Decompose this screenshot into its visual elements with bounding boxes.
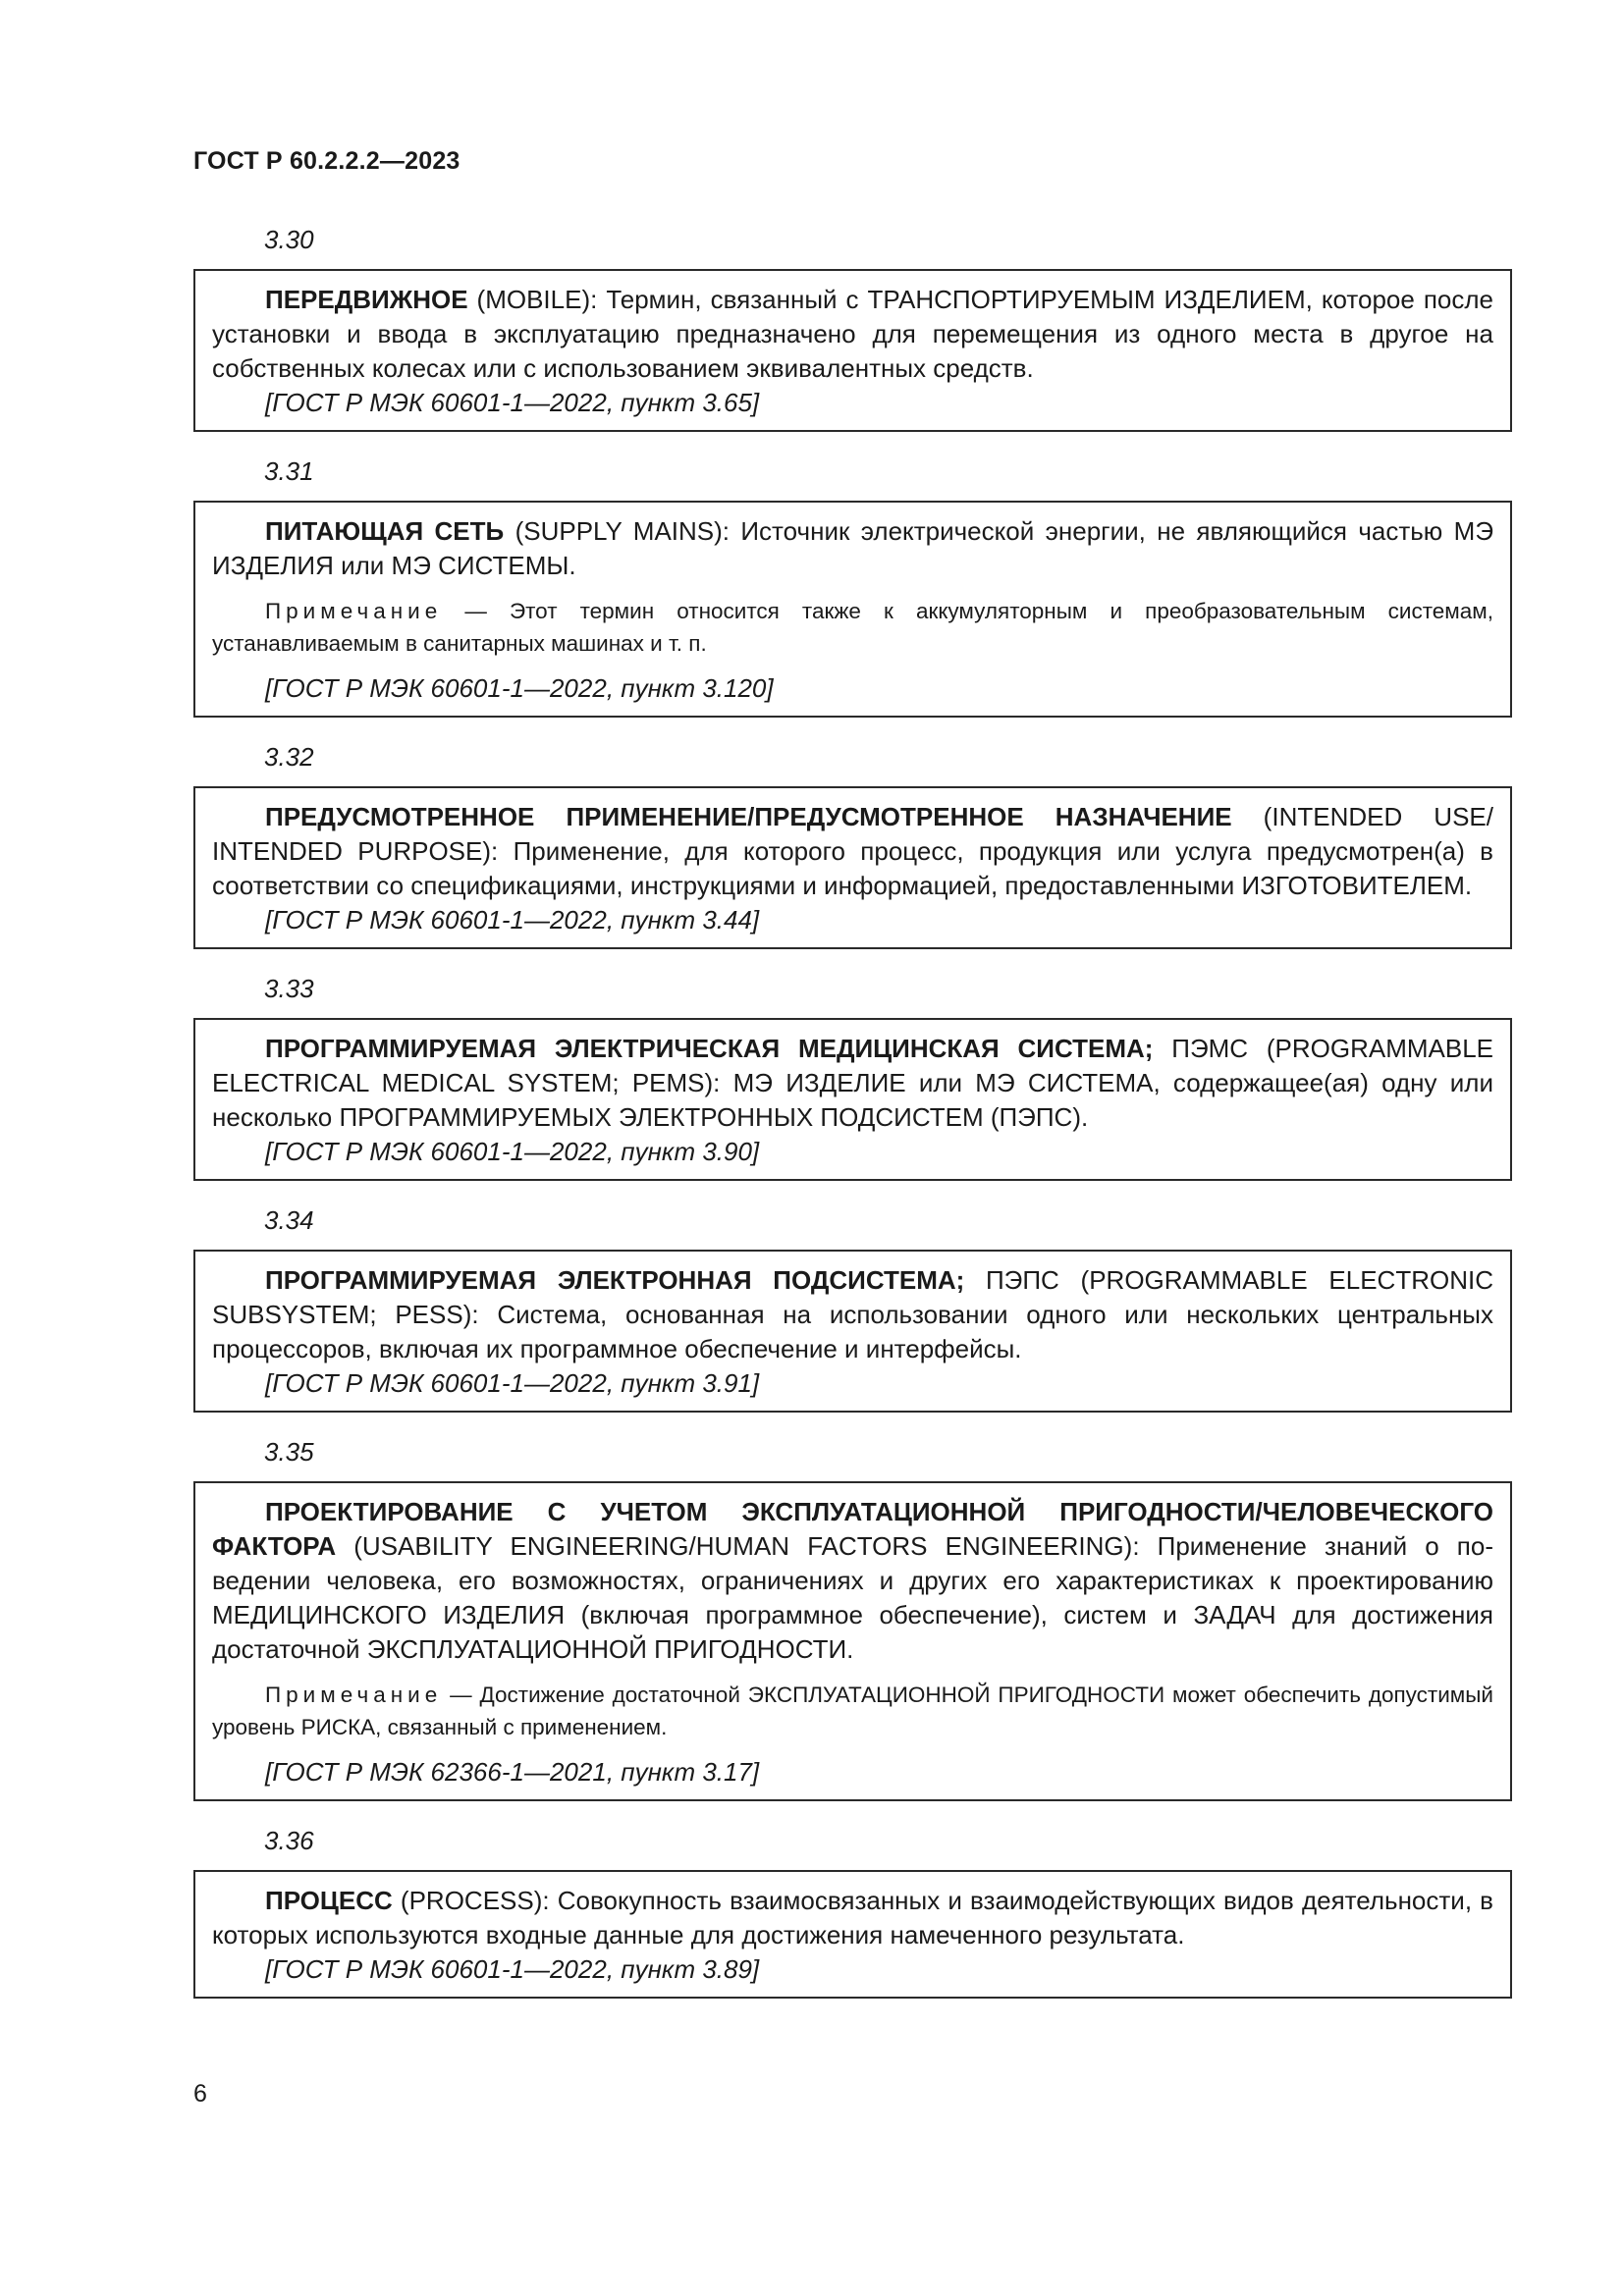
- definition: [212, 283, 1493, 386]
- term-entry-box: [193, 501, 1512, 718]
- terms-list: [193, 222, 1512, 2020]
- definition: [212, 514, 1493, 583]
- definition-text: ПЭПС (PROGRAMMABLE ELECTRONIC SUBSYSTEM; PESS): Система, основанная на использовании одного или нескольких центральных процессоров, включая их программное обеспечение и интерфейсы.: [212, 1265, 1493, 1363]
- term-name: ПРОГРАММИРУЕМАЯ ЭЛЕКТРИЧЕСКАЯ МЕДИЦИНСКАЯ СИСТЕМА;: [265, 1034, 1154, 1063]
- note-text: — Этот термин относится также к аккумуляторным и преобразовательным системам, устанавливаемым в санитарных машинах и т. п.: [212, 599, 1493, 656]
- definition-text: (USABILITY ENGINEERING/HUMAN FACTORS ENGINEERING): Применение знаний о поведении человека, его возможностях, ограничениях и других его характеристиках к проектированию МЕДИЦИНСКОГО ИЗДЕЛИЯ (включая программное обеспечение), систем и ЗАДАЧ для достижения достаточной ЭКСПЛУАТАЦИОННОЙ ПРИГОДНОСТИ.: [212, 1531, 1493, 1664]
- definition: [212, 1263, 1493, 1366]
- note: [212, 1679, 1493, 1743]
- note: [212, 595, 1493, 660]
- source-reference: [ГОСТ Р МЭК 60601-1—2022, пункт 3.89]: [265, 1954, 760, 1984]
- term-entry-box: [193, 1481, 1512, 1801]
- definition-text: (PROCESS): Совокупность взаимосвязанных и взаимодействующих видов деятельности, в которых используются входные данные для достижения намеченного результата.: [212, 1886, 1493, 1949]
- term-name: ПИТАЮЩАЯ СЕТЬ: [265, 516, 505, 546]
- term-name: ПЕРЕДВИЖНОЕ: [265, 285, 468, 314]
- entry-number: 3.30: [264, 225, 314, 254]
- page-header: ГОСТ Р 60.2.2.2—2023: [193, 147, 460, 175]
- definition-text: (MOBILE): Термин, связанный с ТРАНСПОРТИРУЕМЫМ ИЗДЕЛИЕМ, которое после установки и ввода в эксплуатацию предназначено для перемещения из одного места в другое на собственных колесах или с использованием эквивалентных средств.: [212, 285, 1493, 383]
- entry-number: 3.31: [264, 456, 314, 486]
- definition-text: (INTENDED USE/ INTENDED PURPOSE): Применение, для которого процесс, продукция или услуга предусмотрен(а) в соответствии со спецификациями, инструкциями и информацией, предоставленными ИЗГОТОВИТЕЛЕМ.: [212, 802, 1493, 900]
- source-reference: [ГОСТ Р МЭК 60601-1—2022, пункт 3.90]: [265, 1137, 760, 1166]
- definition: [212, 1032, 1493, 1135]
- entry-number: 3.34: [264, 1205, 314, 1235]
- definition: [212, 1495, 1493, 1667]
- source-reference: [ГОСТ Р МЭК 60601-1—2022, пункт 3.44]: [265, 905, 760, 934]
- source-reference: [ГОСТ Р МЭК 60601-1—2022, пункт 3.65]: [265, 388, 760, 417]
- entry-number: 3.32: [264, 742, 314, 772]
- definition-text: ПЭМС (PROGRAMMABLE ELECTRICAL MEDICAL SYSTEM; PEMS): МЭ ИЗДЕЛИЕ или МЭ СИСТЕМА, содержащее(ая) одну или несколько ПРОГРАММИРУЕМЫХ ЭЛЕКТРОННЫХ ПОДСИСТЕМ (ПЭПС).: [212, 1034, 1494, 1132]
- note-text: — Достижение достаточной ЭКСПЛУАТАЦИОННОЙ ПРИГОДНОСТИ может обеспечить допустимый уровень РИСКА, связанный с применением.: [212, 1682, 1493, 1739]
- entry-number: 3.36: [264, 1826, 314, 1855]
- term-name: ПРОЕКТИРОВАНИЕ С УЧЕТОМ ЭКСПЛУАТАЦИОННОЙ ПРИГОДНОСТИ/ЧЕЛОВЕЧЕСКОГО ФАКТОРА: [212, 1497, 1493, 1561]
- note-label: Примечание: [265, 1682, 443, 1707]
- term-entry-box: [193, 1018, 1512, 1181]
- definition: [212, 1884, 1493, 1952]
- term-entry-box: [193, 786, 1512, 949]
- term-entry-box: [193, 1870, 1512, 1999]
- source-reference: [ГОСТ Р МЭК 60601-1—2022, пункт 3.120]: [265, 673, 774, 703]
- note-label: Примечание: [265, 599, 443, 623]
- term-name: ПРОЦЕСС: [265, 1886, 393, 1915]
- definition-text: (SUPPLY MAINS): Источник электрической энергии, не являющийся частью МЭ ИЗДЕЛИЯ или МЭ СИСТЕМЫ.: [212, 516, 1494, 580]
- entry-number: 3.35: [264, 1437, 314, 1467]
- term-name: ПРОГРАММИРУЕМАЯ ЭЛЕКТРОННАЯ ПОДСИСТЕМА;: [265, 1265, 965, 1295]
- entry-number: 3.33: [264, 974, 314, 1003]
- term-name: ПРЕДУСМОТРЕННОЕ ПРИМЕНЕНИЕ/ПРЕДУСМОТРЕННОЕ НАЗНАЧЕНИЕ: [265, 802, 1232, 831]
- page-number: 6: [193, 2080, 207, 2108]
- source-reference: [ГОСТ Р МЭК 62366-1—2021, пункт 3.17]: [265, 1757, 760, 1787]
- term-entry-box: [193, 1250, 1512, 1413]
- term-entry-box: [193, 269, 1512, 432]
- source-reference: [ГОСТ Р МЭК 60601-1—2022, пункт 3.91]: [265, 1368, 760, 1398]
- definition: [212, 800, 1493, 903]
